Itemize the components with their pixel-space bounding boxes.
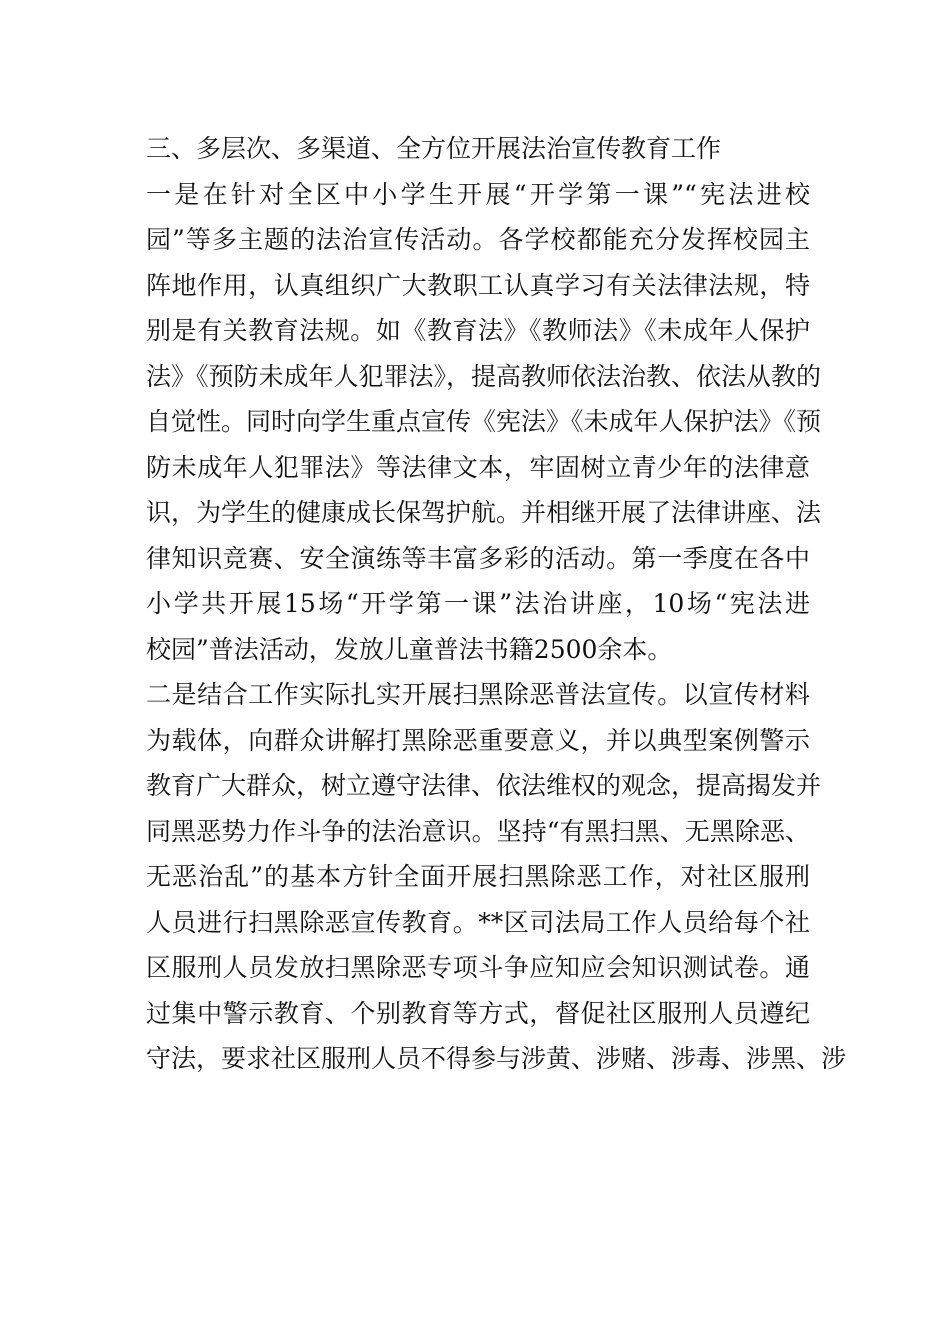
section-heading: 三、多层次、多渠道、全方位开展法治宣传教育工作 [146, 134, 722, 163]
paragraph-2-line: 守法，要求社区服刑人员不得参与涉黄、涉赌、涉毒、涉黑、涉 [146, 1044, 847, 1073]
paragraph-1-line: 园”等多主题的法治宣传活动。各学校都能充分发挥校园主 [146, 225, 810, 254]
paragraph-2-line: 无恶治乱”的基本方针全面开展扫黑除恶工作，对社区服刑 [146, 862, 810, 891]
paragraph-2 [146, 672, 847, 1082]
paragraph-2-line: 同黑恶势力作斗争的法治意识。坚持“有黑扫黑、无黑除恶、 [146, 816, 810, 846]
paragraph-1-line: 自觉性。同时向学生重点宣传《宪法》《未成年人保护法》《预 [146, 407, 822, 436]
paragraph-1 [146, 172, 822, 673]
paragraph-2-line: 过集中警示教育、个别教育等方式，督促社区服刑人员遵纪 [146, 998, 810, 1028]
paragraph-1-line: 识，为学生的健康成长保驾护航。并相继开展了法律讲座、法 [146, 498, 822, 527]
paragraph-2-line: 人员进行扫黑除恶宣传教育。**区司法局工作人员给每个社 [146, 907, 810, 937]
paragraph-1-line: 防未成年人犯罪法》等法律文本，牢固树立青少年的法律意 [146, 452, 810, 482]
paragraph-1-line: 律知识竞赛、安全演练等丰富多彩的活动。第一季度在各中 [146, 543, 810, 573]
paragraph-1-line: 小学共开展15场“开学第一课”法治讲座，10场“宪法进 [146, 589, 810, 618]
paragraph-1-line: 校园”普法活动，发放儿童普法书籍2500余本。 [146, 634, 673, 664]
paragraph-2-line: 二是结合工作实际扎实开展扫黑除恶普法宣传。以宣传材料 [146, 680, 810, 709]
paragraph-2-line: 为载体，向群众讲解打黑除恶重要意义，并以典型案例警示 [146, 725, 810, 755]
paragraph-1-line: 法》《预防未成年人犯罪法》，提高教师依法治教、依法从教的 [146, 361, 822, 391]
paragraph-1-line: 阵地作用，认真组织广大教职工认真学习有关法律法规，特 [146, 270, 810, 300]
paragraph-2-line: 教育广大群众，树立遵守法律、依法维权的观念，提高揭发并 [146, 771, 822, 800]
paragraph-2-line: 区服刑人员发放扫黑除恶专项斗争应知应会知识测试卷。通 [146, 953, 810, 982]
paragraph-1-line: 别是有关教育法规。如《教育法》《教师法》《未成年人保护 [146, 316, 810, 345]
paragraph-1-line: 一是在针对全区中小学生开展“开学第一课”“宪法进校 [146, 179, 810, 209]
document-body [146, 126, 847, 1082]
